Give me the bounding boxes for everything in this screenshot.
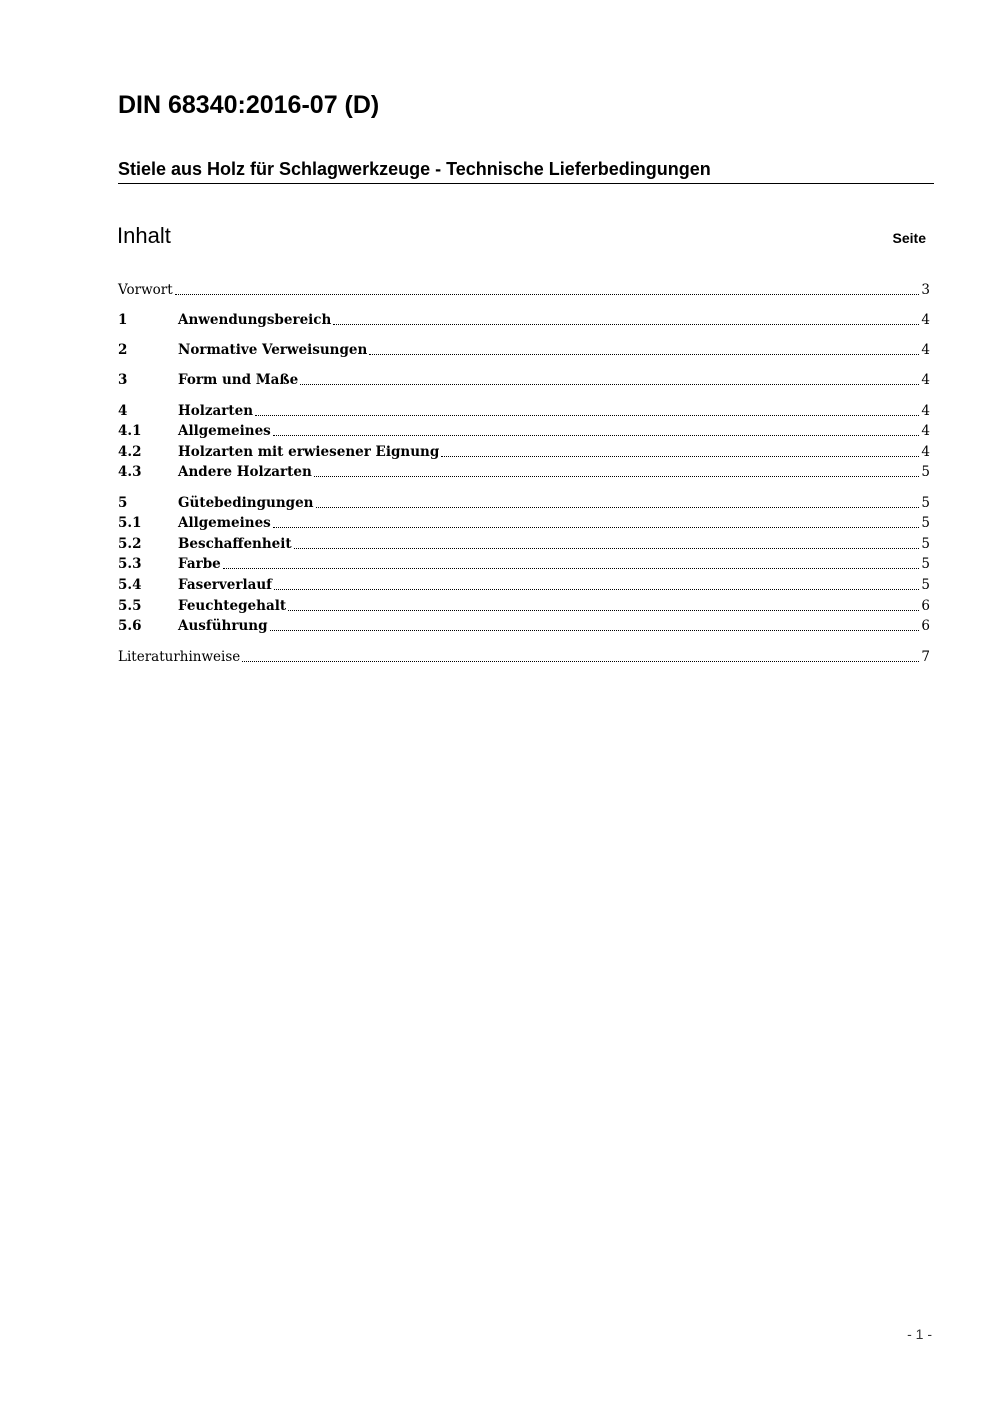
- toc-entry-label: Faserverlauf: [178, 577, 272, 593]
- toc-leader-dots: [300, 384, 919, 385]
- toc-entry-4-3[interactable]: [118, 462, 930, 482]
- toc-entry-label: Andere Holzarten: [178, 464, 312, 480]
- toc-entry-number: 5.3: [118, 556, 142, 572]
- toc-entry-number: 5.5: [118, 598, 142, 614]
- toc-entry-number: 5.4: [118, 577, 142, 593]
- toc-entry-number: 1: [118, 312, 128, 328]
- toc-entry-label: Allgemeines: [178, 515, 271, 531]
- toc-entry-page: 3: [921, 282, 930, 298]
- toc-entry-number: 5.1: [118, 515, 142, 531]
- toc-leader-dots: [273, 435, 920, 436]
- toc-entry-5-3[interactable]: [118, 554, 930, 574]
- toc-entry-label: Gütebedingungen: [178, 495, 314, 511]
- toc-leader-dots: [255, 415, 919, 416]
- toc-leader-dots: [175, 294, 920, 295]
- toc-entry-page: 4: [921, 372, 930, 388]
- toc-entry-label: Beschaffenheit: [178, 536, 292, 552]
- toc-entry-number: 3: [118, 372, 128, 388]
- toc-entry-5-2[interactable]: [118, 534, 930, 554]
- toc-entry-5-1[interactable]: [118, 513, 930, 533]
- toc-entry-4[interactable]: [118, 401, 930, 421]
- toc-entry-label: Holzarten: [178, 403, 254, 419]
- toc-leader-dots: [274, 589, 919, 590]
- toc-entry-page: 5: [921, 556, 930, 572]
- toc-entry-label: Anwendungsbereich: [178, 312, 332, 328]
- toc-entry-page: 5: [921, 536, 930, 552]
- toc-leader-dots: [333, 324, 919, 325]
- toc-entry-page: 5: [921, 577, 930, 593]
- toc-entry-5-5[interactable]: [118, 596, 930, 616]
- toc-entry-page: 4: [921, 312, 930, 328]
- toc-entry-number: 4.3: [118, 464, 142, 480]
- toc-entry-label: Holzarten mit erwiesener Eignung: [178, 444, 440, 460]
- toc-leader-dots: [288, 610, 919, 611]
- toc-heading: Inhalt: [117, 223, 171, 248]
- toc-entry-page: 4: [921, 342, 930, 358]
- toc-entry-page: 5: [921, 464, 930, 480]
- document-title: DIN 68340:2016-07 (D): [118, 91, 380, 119]
- toc-entry-4-2[interactable]: [118, 442, 930, 462]
- toc-entry-label: Normative Verweisungen: [178, 342, 368, 358]
- toc-entry-4-1[interactable]: [118, 421, 930, 441]
- page-number: - 1 -: [907, 1326, 932, 1342]
- toc-entry-3[interactable]: [118, 370, 930, 390]
- toc-entry-label: Feuchtegehalt: [178, 598, 287, 614]
- toc-entry-5[interactable]: [118, 493, 930, 513]
- toc-entry-number: 4.2: [118, 444, 142, 460]
- toc-entry-5-4[interactable]: [118, 575, 930, 595]
- toc-entry-number: 5.2: [118, 536, 142, 552]
- toc-entry-label: Farbe: [178, 556, 221, 572]
- toc-entry-page: 6: [921, 618, 930, 634]
- toc-entry-page: 5: [921, 495, 930, 511]
- toc-entry-number: 5: [118, 495, 128, 511]
- toc-entry-page: 4: [921, 403, 930, 419]
- toc-leader-dots: [441, 456, 919, 457]
- toc-entry-2[interactable]: [118, 340, 930, 360]
- toc-entry-number: 2: [118, 342, 128, 358]
- toc-entry-label: Vorwort: [118, 282, 173, 298]
- document-subtitle: Stiele aus Holz für Schlagwerkzeuge - Technische Lieferbedingungen: [118, 157, 934, 184]
- toc-leader-dots: [242, 661, 919, 662]
- toc-entry-1[interactable]: [118, 310, 930, 330]
- toc-leader-dots: [270, 630, 920, 631]
- toc-entry-page: 4: [921, 444, 930, 460]
- toc-entry-label: Form und Maße: [178, 372, 299, 388]
- toc-entry-label: Allgemeines: [178, 423, 271, 439]
- toc-entry-label: Ausführung: [178, 618, 268, 634]
- toc-page-column-heading: Seite: [892, 230, 926, 246]
- toc-entry-number: 5.6: [118, 618, 142, 634]
- toc-entry-number: 4: [118, 403, 128, 419]
- toc-leader-dots: [316, 507, 920, 508]
- toc-entry-page: 4: [921, 423, 930, 439]
- toc-entry-5-6[interactable]: [118, 616, 930, 636]
- toc-entry-page: 5: [921, 515, 930, 531]
- toc-entry-label: Literaturhinweise: [118, 649, 241, 665]
- toc-leader-dots: [369, 354, 919, 355]
- toc-leader-dots: [314, 476, 920, 477]
- toc-leader-dots: [273, 527, 920, 528]
- toc-entry-page: 6: [921, 598, 930, 614]
- toc-entry-literaturhinweise[interactable]: [118, 647, 930, 667]
- toc-entry-page: 7: [921, 649, 930, 665]
- toc-entry-number: 4.1: [118, 423, 142, 439]
- toc-entry-vorwort[interactable]: [118, 280, 930, 300]
- toc-leader-dots: [223, 568, 920, 569]
- toc-leader-dots: [294, 548, 920, 549]
